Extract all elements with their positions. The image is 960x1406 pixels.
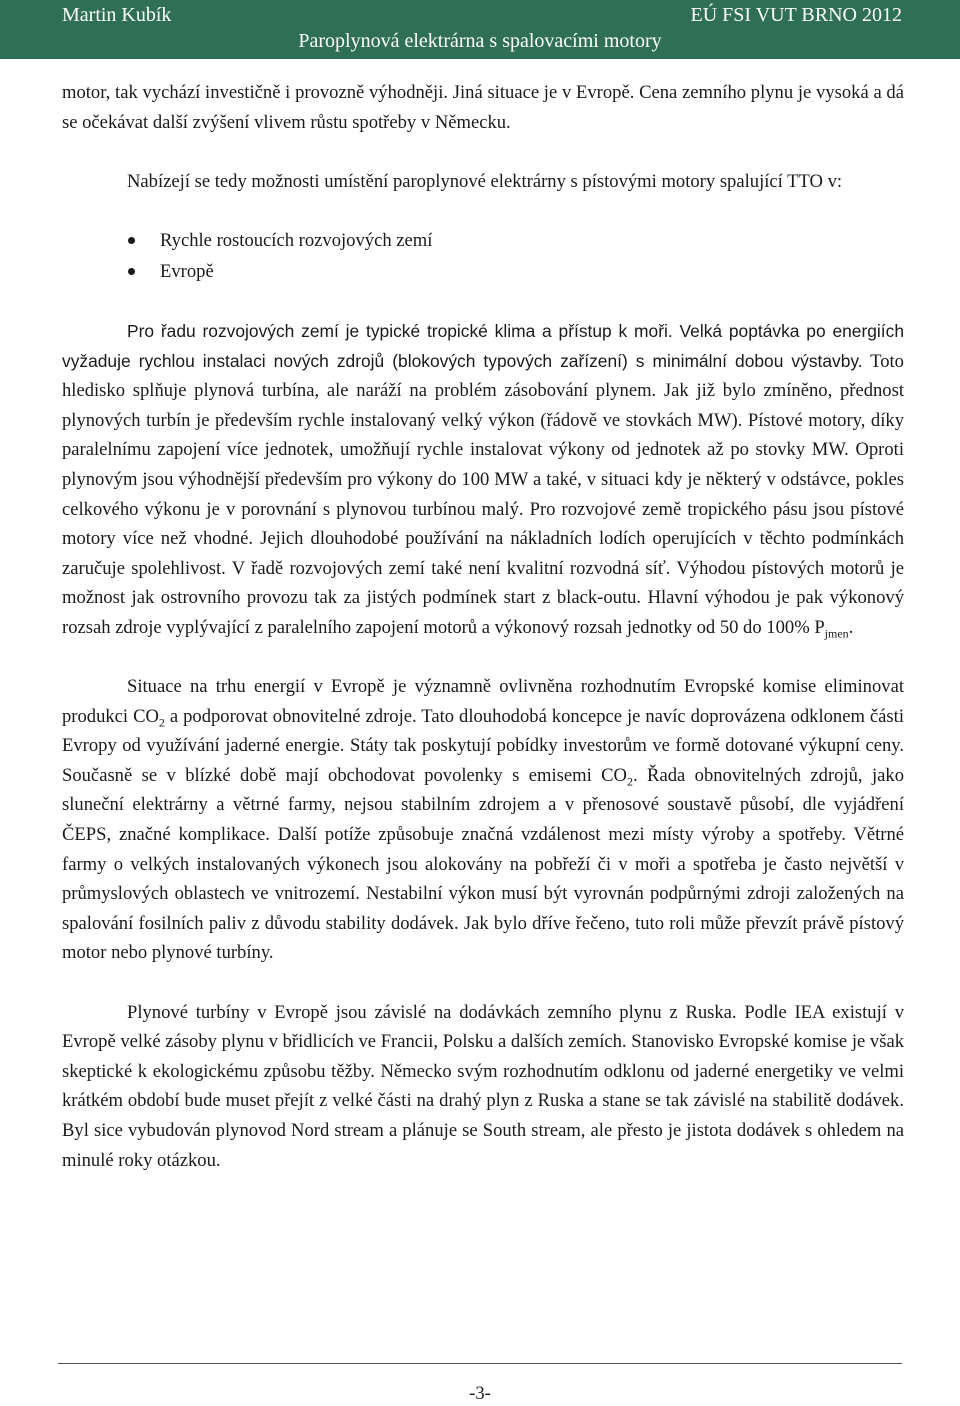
paragraph-3-end: . (848, 616, 854, 638)
page-header (0, 0, 960, 59)
header-institution: EÚ FSI VUT BRNO 2012 (690, 4, 902, 26)
bullet-icon (128, 268, 135, 275)
paragraph-4-part-a: Situace na trhu energií v Evropě je významně ovlivněna rozhodnutím Evropské komise eliminovat produkci CO (62, 676, 904, 727)
paragraph-2: Nabízejí se tedy možnosti umístění paroplynové elektrárny s pístovými motory spalující TTO v: (127, 170, 843, 192)
paragraph-4 (62, 672, 904, 968)
page-number: -3- (469, 1383, 491, 1404)
subscript-co2: 2 (158, 715, 165, 730)
list-item (62, 225, 904, 256)
header-author: Martin Kubík (62, 4, 172, 26)
paragraph-3 (62, 317, 904, 643)
subscript-jmen: jmen (824, 626, 849, 641)
bullet-icon (128, 237, 135, 244)
list-item-label: Rychle rostoucích rozvojových zemí (160, 230, 433, 252)
paragraph-1: motor, tak vychází investičně i provozně výhodněji. Jiná situace je v Evropě. Cena zemního plynu je vysoká a dá se očekávat další zvýšení vlivem růstu spotřeby v Německu. (62, 82, 904, 133)
paragraph-3-demand: Velká poptávka po energiích vyžaduje rychlou instalaci nových zdrojů (blokových typových zařízení) s minimální dobou výstavby. (62, 320, 904, 371)
paragraph-3-body: Toto hledisko splňuje plynová turbína, ale naráží na problém zásobování plynem. Jak již bylo zmíněno, přednost plynových turbín je především rychle instalovaný velký výkon (řádově ve stovkách MW). Pístové motory, díky paralelnímu zapojení více jednotek, umožňují rychle instalovat výkony od jednotek až po stovky MW. Oproti plynovým jsou výhodnější především pro výkony do 100 MW a také, v situaci kdy je některý v odstávce, pokles celkového výkonu je v porovnání s plynovou turbínou malý. Pro rozvojové země tropického pásu jsou pístové motory více než vhodné. Jejich dlouhodobé používání na nákladních lodích operujících v těchto podmínkách zaručuje spolehlivost. V řadě rozvojových zemí také není kvalitní rozvodná síť. Výhodou pístových motorů je možnost jak ostrovního provozu tak za jistých podmínek start z black-outu. Hlavní výhodou je pak výkonový rozsah zdroje vyplývající z paralelního zapojení motorů a výkonový rozsah jednotky od 50 do 100% P (62, 350, 904, 638)
header-title: Paroplynová elektrárna s spalovacími motory (298, 30, 662, 52)
list-item-label: Evropě (160, 261, 214, 283)
paragraph-5: Plynové turbíny v Evropě jsou závislé na dodávkách zemního plynu z Ruska. Podle IEA existují v Evropě velké zásoby plynu v břidlicích ve Francii, Polsku a dalších zemích. Stanovisko Evropské komise je však skeptické k ekologickému způsobu těžby. Německo svým rozhodnutím odklonu od jaderné energetiky ve velmi krátkém období bude muset přejít z velké části na drahý plyn z Ruska a stane se tak závislé na stabilitě dodávek. Byl sice vybudován plynovod Nord stream a plánuje se South stream, ale přesto je jistota dodávek s ohledem na minulé roky otázkou. (62, 1001, 904, 1171)
list-item (62, 256, 904, 287)
paragraph-3-lead: Pro řadu rozvojových zemí je typické tropické klima a přístup k moři. (127, 320, 673, 341)
document-body (62, 78, 904, 1175)
paragraph-4-part-c: . Řada obnovitelných zdrojů, jako sluneční elektrárny a větrné farmy, nejsou stabilním zdrojem a v přenosové soustavě působí, dle vyjádření ČEPS, značné komplikace. Další potíže způsobuje značná vzdálenost mezi místy výroby a spotřeby. Větrné farmy o velkých instalovaných výkonech jsou alokovány na pobřeží či v moři a spotřeba je často největší v průmyslových oblastech ve vnitrozemí. Nestabilní výkon musí být vyrovnán podpůrnými zdroji založených na spalování fosilních paliv z důvodu stability dodávek. Jak bylo dříve řečeno, tuto roli může převzít právě pístový motor nebo plynové turbíny. (62, 764, 904, 964)
subscript-co2: 2 (626, 774, 633, 789)
location-list (62, 225, 904, 287)
footer-divider (58, 1363, 902, 1364)
paragraph-4-part-b: a podporovat obnovitelné zdroje. Tato dlouhodobá koncepce je navíc doprovázena odklonem části Evropy od využívání jaderné energie. Státy tak poskytují pobídky investorům ve formě dotované výkupní ceny. Současně se v blízké době mají obchodovat povolenky s emisemi CO (62, 705, 904, 786)
